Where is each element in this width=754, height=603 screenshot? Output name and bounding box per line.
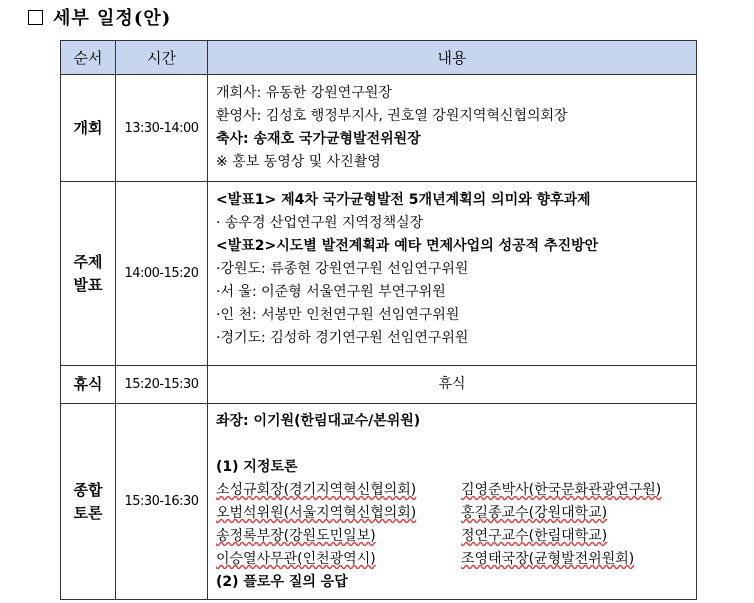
- time-cell: 15:30-16:30: [116, 404, 208, 600]
- panelist: 소성규회장(경기지역혁신협의회): [216, 482, 417, 498]
- table-row-presentation: [61, 182, 697, 366]
- content-cell: [208, 182, 697, 366]
- content-cell: [208, 404, 697, 600]
- section-label: (1) 지정토론: [216, 459, 298, 475]
- section-label: (2) 플로우 질의 응답: [216, 574, 348, 590]
- panelist: 정연구교수(한림대학교): [461, 528, 608, 544]
- table-row-discussion: [61, 404, 697, 600]
- time-cell: 13:30-14:00: [116, 75, 208, 182]
- schedule-table: [60, 40, 697, 600]
- seq-cell: [61, 182, 116, 366]
- table-header-row: [61, 41, 697, 75]
- content-line: ·서 울: 이준형 서울연구원 부연구위원: [216, 284, 446, 300]
- content-cell: [208, 75, 697, 182]
- blank-line: [216, 433, 688, 456]
- content-line: ·경기도: 김성하 경기연구원 선임연구위원: [216, 330, 469, 346]
- heading-text: 세부 일정(안): [53, 8, 172, 29]
- panel-grid: [216, 479, 688, 571]
- content-cell: 휴식: [208, 366, 697, 404]
- panelist: 송정록부장(강원도민일보): [216, 528, 376, 544]
- content-line: · 송우경 산업연구원 지역정책실장: [216, 215, 424, 231]
- seq-cell: [61, 404, 116, 600]
- content-line: 축사: 송재호 국가균형발전위원장: [216, 131, 421, 147]
- seq-line: 주제: [73, 252, 103, 271]
- content-line: ※ 홍보 동영상 및 사진촬영: [216, 154, 381, 170]
- content-line: <발표1> 제4차 국가균형발전 5개년계획의 의미와 향후과제: [216, 192, 591, 208]
- checkbox-square-icon: [28, 10, 43, 25]
- header-order: 순서: [61, 41, 116, 75]
- panelist: 홍길종교수(강원대학교): [461, 505, 608, 521]
- panelist: 김영준박사(한국문화관광연구원): [461, 482, 662, 498]
- section-heading: [28, 4, 171, 30]
- header-content: 내용: [208, 41, 697, 75]
- content-line: ·강원도: 류종현 강원연구원 선임연구위원: [216, 261, 469, 277]
- chair-line: 좌장: 이기원(한림대교수/본위원): [216, 413, 421, 429]
- table-row-break: [61, 366, 697, 404]
- seq-line: 발표: [73, 275, 103, 294]
- header-time: 시간: [116, 41, 208, 75]
- time-cell: 14:00-15:20: [116, 182, 208, 366]
- content-line: <발표2>시도별 발전계획과 예타 면제사업의 성공적 추진방안: [216, 238, 599, 254]
- panelist: 이승열사무관(인천광역시): [216, 551, 376, 567]
- seq-cell: 개회: [61, 75, 116, 182]
- seq-line: 종합: [73, 480, 103, 499]
- seq-line: 토론: [73, 503, 103, 522]
- content-line: 환영사: 김성호 행정부지사, 권호열 강원지역혁신협의회장: [216, 108, 568, 124]
- table-row-opening: [61, 75, 697, 182]
- content-line: 개회사: 유동한 강원연구원장: [216, 85, 392, 101]
- panelist: 오범석위원(서울지역혁신협의회): [216, 505, 417, 521]
- time-cell: 15:20-15:30: [116, 366, 208, 404]
- seq-cell: 휴식: [61, 366, 116, 404]
- panelist: 조영태국장(균형발전위원회): [461, 551, 635, 567]
- content-line: ·인 천: 서봉만 인천연구원 선임연구위원: [216, 307, 460, 323]
